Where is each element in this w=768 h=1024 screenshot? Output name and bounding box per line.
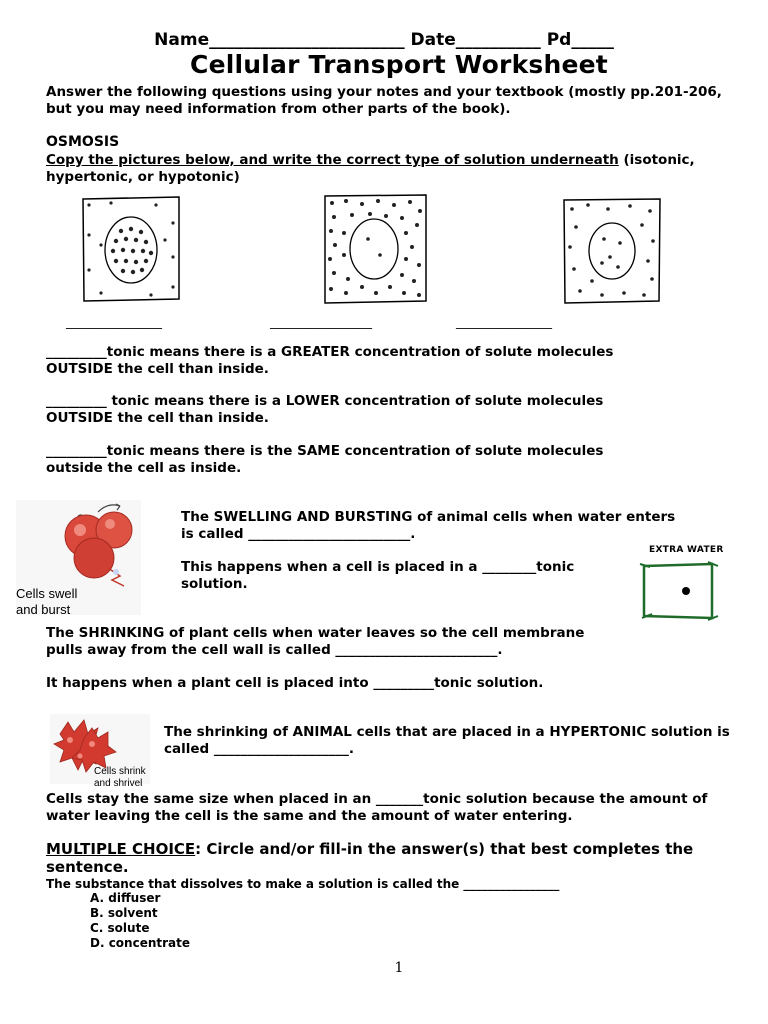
swelling-question bbox=[181, 509, 675, 542]
name-date-period-line[interactable]: Name_______________________ Date__________ Pd_____ bbox=[154, 30, 614, 50]
swelling-solution-question bbox=[181, 559, 574, 592]
multiple-choice-heading-rest: : Circle and/or fill-in the answer(s) that best completes the sentence. bbox=[46, 840, 694, 876]
mc-choice-d[interactable]: D. concentrate bbox=[90, 936, 191, 950]
cell-diagram-2 bbox=[322, 193, 428, 305]
answer-blank-3[interactable]: ________________ bbox=[456, 315, 552, 329]
mc-choice-c[interactable]: C. solute bbox=[90, 921, 150, 935]
copy-instruction-underlined: Copy the pictures below, and write the correct type of solution underneath bbox=[46, 152, 619, 168]
swelling-question-line2[interactable]: is called ________________________. bbox=[181, 525, 416, 542]
swelling-cells-illustration bbox=[16, 500, 146, 595]
swelling-solution-line1[interactable]: This happens when a cell is placed in a ________tonic bbox=[181, 559, 575, 575]
definition-greater bbox=[46, 344, 613, 377]
page-title: Cellular Transport Worksheet bbox=[190, 50, 608, 79]
extra-water-label: EXTRA WATER bbox=[649, 545, 724, 555]
isotonic-question bbox=[46, 791, 707, 824]
swelling-caption-line2: and burst bbox=[16, 602, 71, 617]
mc-choice-b[interactable]: B. solvent bbox=[90, 906, 158, 920]
shrink-image-caption bbox=[94, 766, 146, 790]
swelling-caption-line1: Cells swell bbox=[16, 586, 78, 601]
mc-question-1[interactable]: The substance that dissolves to make a solution is called the ________________ bbox=[46, 877, 560, 891]
definition-lower-line1: _________ tonic means there is a LOWER concentration of solute molecules bbox=[46, 393, 604, 409]
isotonic-line1[interactable]: Cells stay the same size when placed in an _______tonic solution because the amount of bbox=[46, 791, 708, 807]
definition-same bbox=[46, 443, 603, 476]
answer-blank-2[interactable]: _________________ bbox=[270, 315, 372, 329]
animal-shrink-question bbox=[164, 724, 730, 757]
osmosis-heading: OSMOSIS bbox=[46, 134, 120, 150]
cell-diagram-1 bbox=[81, 195, 181, 305]
plant-shrink-line1: The SHRINKING of plant cells when water leaves so the cell membrane bbox=[46, 625, 585, 641]
definition-same-line1: _________tonic means there is the SAME concentration of solute molecules bbox=[46, 443, 604, 459]
copy-instruction bbox=[46, 152, 736, 185]
plant-shrink-solution[interactable]: It happens when a plant cell is placed into _________tonic solution. bbox=[46, 675, 544, 691]
cell-diagram-3 bbox=[562, 197, 662, 305]
shrink-caption-line2: and shrivel bbox=[94, 778, 143, 789]
swelling-image-caption bbox=[16, 586, 77, 618]
instructions: Answer the following questions using your notes and your textbook (mostly pp.201-206, but you may need information from other parts of the book). bbox=[46, 84, 722, 117]
animal-shrink-line1: The shrinking of ANIMAL cells that are placed in a HYPERTONIC solution is bbox=[164, 724, 730, 740]
copy-instruction-rest: (isotonic, hypertonic, or hypotonic) bbox=[46, 152, 695, 185]
multiple-choice-heading bbox=[46, 840, 736, 876]
swelling-question-line1: The SWELLING AND BURSTING of animal cells when water enters bbox=[181, 509, 676, 525]
answer-blank-1[interactable]: ________________ bbox=[66, 315, 162, 329]
swelling-solution-line2: solution. bbox=[181, 575, 248, 592]
multiple-choice-heading-underlined: MULTIPLE CHOICE bbox=[46, 840, 196, 858]
definition-greater-line2: OUTSIDE the cell than inside. bbox=[46, 360, 269, 377]
definition-greater-line1: _________tonic means there is a GREATER concentration of solute molecules bbox=[46, 344, 614, 360]
mc-choice-a[interactable]: A. diffuser bbox=[90, 891, 161, 905]
definition-lower bbox=[46, 393, 603, 426]
plant-shrink-question bbox=[46, 625, 584, 658]
definition-same-line2: outside the cell as inside. bbox=[46, 459, 242, 476]
isotonic-line2: water leaving the cell is the same and the amount of water entering. bbox=[46, 807, 573, 824]
shrink-caption-line1: Cells shrink bbox=[94, 766, 146, 777]
definition-lower-line2: OUTSIDE the cell than inside. bbox=[46, 409, 269, 426]
plant-shrink-line2[interactable]: pulls away from the cell wall is called ________________________. bbox=[46, 641, 503, 658]
animal-shrink-line2[interactable]: called ____________________. bbox=[164, 740, 355, 757]
extra-water-diagram bbox=[640, 558, 720, 622]
page-number: 1 bbox=[394, 960, 404, 976]
